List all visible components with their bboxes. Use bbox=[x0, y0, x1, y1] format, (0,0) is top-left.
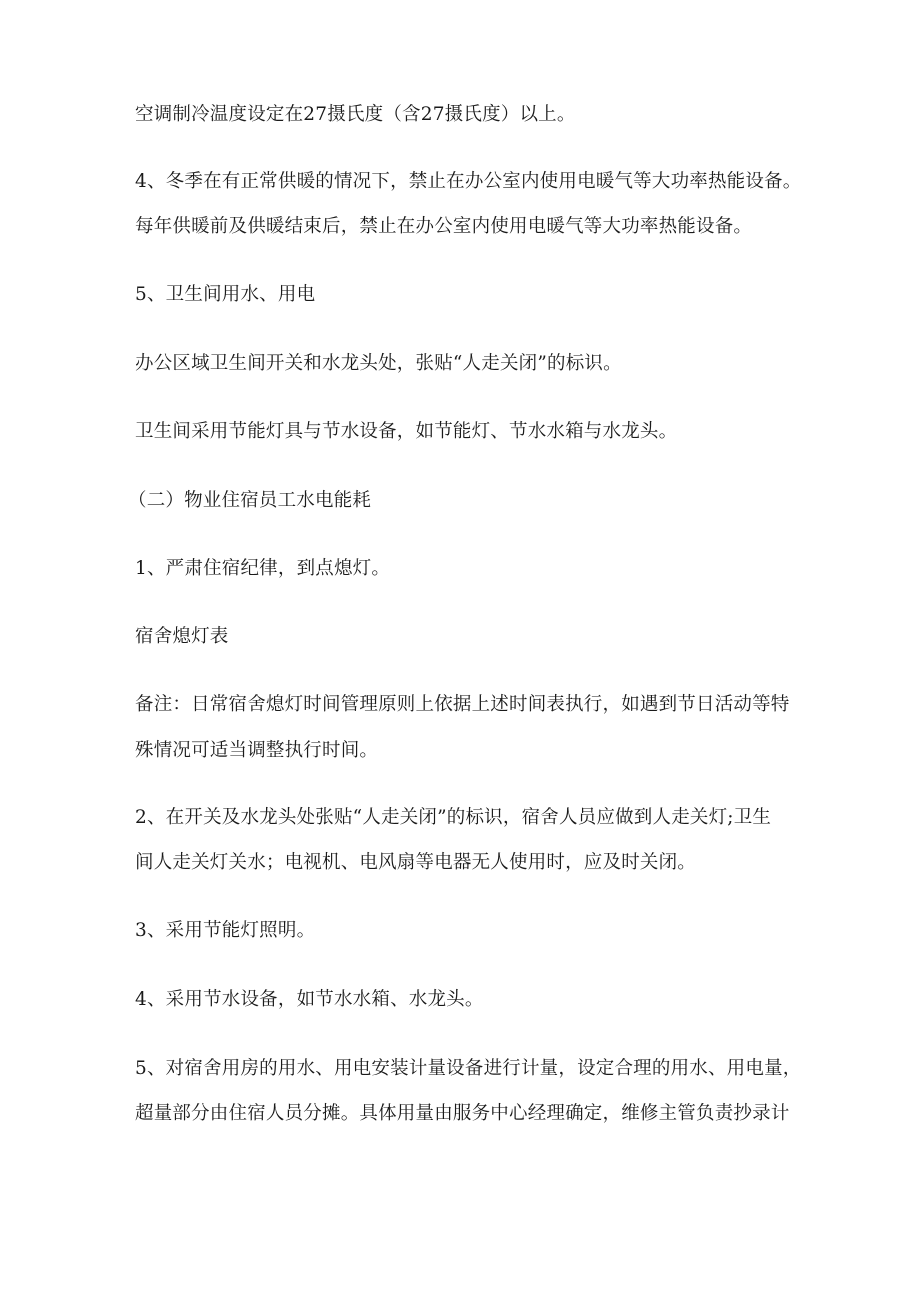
paragraph-metering-2: 超量部分由住宿人员分摊。具体用量由服务中心经理确定，维修主管负责抄录计 bbox=[135, 1103, 790, 1124]
paragraph-lights-out: 1、严肃住宿纪律，到点熄灯。 bbox=[135, 558, 391, 579]
section-heading-dormitory: （二）物业住宿员工水电能耗 bbox=[128, 490, 372, 511]
paragraph-dorm-signage-2: 间人走关灯关水；电视机、电风扇等电器无人使用时，应及时关闭。 bbox=[135, 852, 697, 873]
paragraph-winter-heating-2: 每年供暖前及供暖结束后，禁止在办公室内使用电暖气等大功率热能设备。 bbox=[135, 216, 753, 237]
paragraph-restroom-signage: 办公区域卫生间开关和水龙头处，张贴“人走关闭”的标识。 bbox=[135, 353, 622, 374]
paragraph-winter-heating-1: 4、冬季在有正常供暖的情况下，禁止在办公室内使用电暖气等大功率热能设备。 bbox=[135, 171, 802, 192]
paragraph-remark-2: 殊情况可适当调整执行时间。 bbox=[135, 740, 379, 761]
paragraph-remark-1: 备注：日常宿舍熄灯时间管理原则上依据上述时间表执行，如遇到节日活动等特 bbox=[135, 694, 790, 715]
heading-restroom-water-power: 5、卫生间用水、用电 bbox=[135, 284, 316, 305]
paragraph-dorm-signage-1: 2、在开关及水龙头处张贴“人走关闭”的标识，宿舍人员应做到人走关灯;卫生 bbox=[135, 807, 772, 828]
paragraph-ac-temperature: 空调制冷温度设定在27摄氏度（含27摄氏度）以上。 bbox=[135, 104, 576, 125]
paragraph-metering-1: 5、对宿舍用房的用水、用电安装计量设备进行计量，设定合理的用水、用电量， bbox=[135, 1058, 802, 1079]
paragraph-energy-lighting: 3、采用节能灯照明。 bbox=[135, 920, 316, 941]
table-caption-lights-out: 宿舍熄灯表 bbox=[135, 626, 229, 647]
paragraph-restroom-devices: 卫生间采用节能灯具与节水设备，如节能灯、节水水箱与水龙头。 bbox=[135, 421, 678, 442]
paragraph-water-saving: 4、采用节水设备，如节水水箱、水龙头。 bbox=[135, 989, 484, 1010]
